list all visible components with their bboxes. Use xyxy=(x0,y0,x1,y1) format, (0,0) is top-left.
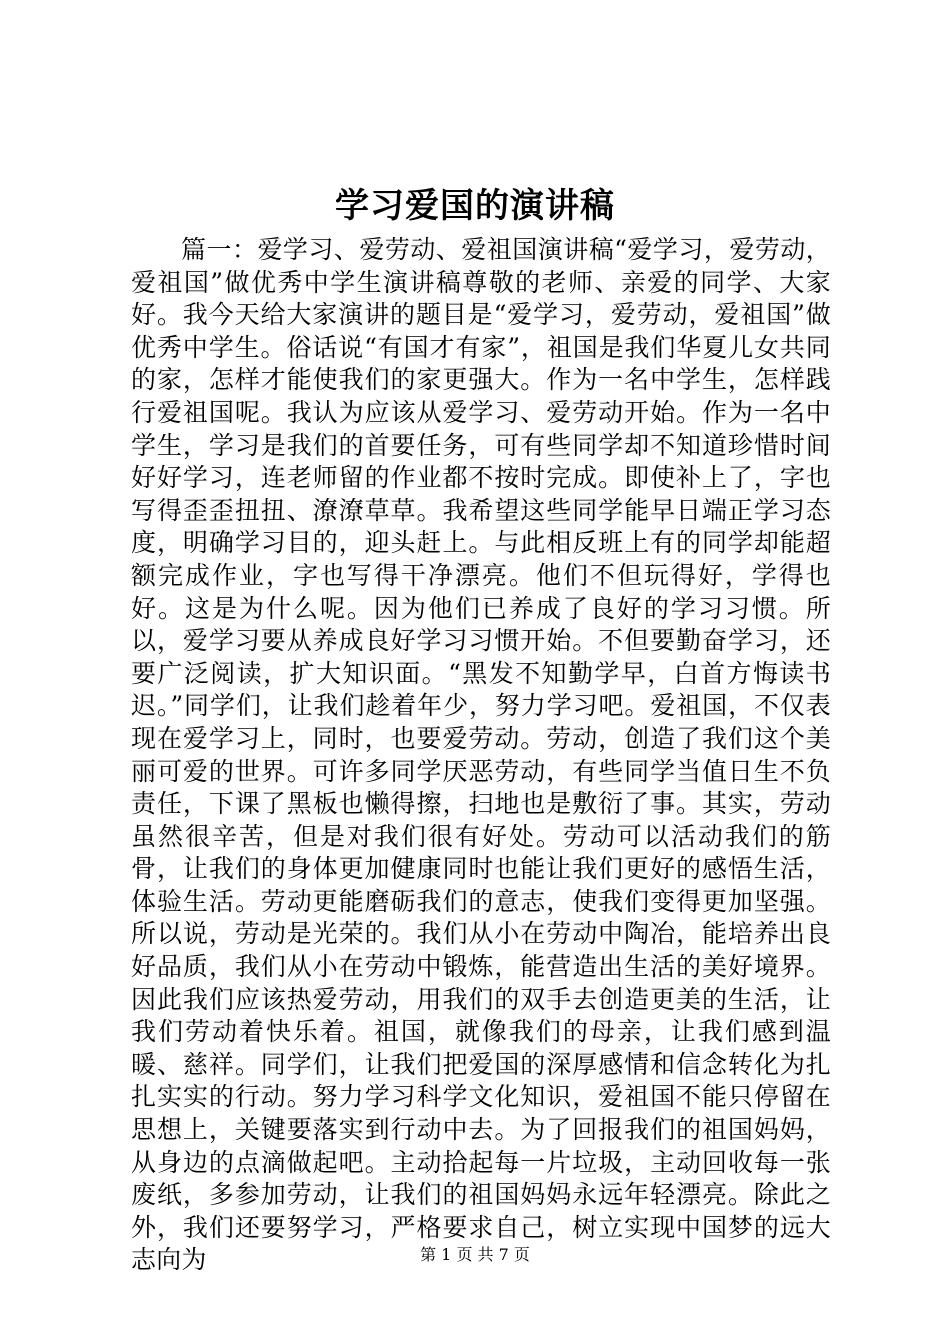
page-number-footer: 第 1 页 共 7 页 xyxy=(420,1245,530,1264)
document-body-paragraph: 篇一：爱学习、爱劳动、爱祖国演讲稿“爱学习，爱劳动，爱祖国”做优秀中学生演讲稿尊敬的老师、亲爱的同学、大家好。我今天给大家演讲的题目是“爱学习，爱劳动，爱祖国”做优秀中学生。俗话说“有国才有家”，祖国是我们华夏儿女共同的家，怎样才能使我们的家更强大。作为一名中学生，怎样践行爱祖国呢。我认为应该从爱学习、爱劳动开始。作为一名中学生，学习是我们的首要任务，可有些同学却不知道珍惜时间好好学习，连老师留的作业都不按时完成。即使补上了，字也写得歪歪扭扭、潦潦草草。我希望这些同学能早日端正学习态度，明确学习目的，迎头赶上。与此相反班上有的同学却能超额完成作业，字也写得干净漂亮。他们不但玩得好，学得也好。这是为什么呢。因为他们已养成了良好的学习习惯。所以，爱学习要从养成良好学习习惯开始。不但要勤奋学习，还要广泛阅读，扩大知识面。“黑发不知勤学早，白首方悔读书迟。”同学们，让我们趁着年少，努力学习吧。爱祖国，不仅表现在爱学习上，同时，也要爱劳动。劳动，创造了我们这个美丽可爱的世界。可许多同学厌恶劳动，有些同学当值日生不负责任，下课了黑板也懒得擦，扫地也是敷衍了事。其实，劳动虽然很辛苦，但是对我们很有好处。劳动可以活动我们的筋骨，让我们的身体更加健康同时也能让我们更好的感悟生活，体验生活。劳动更能磨砺我们的意志，使我们变得更加坚强。所以说，劳动是光荣的。我们从小在劳动中陶冶，能培养出良好品质，我们从小在劳动中锻炼，能营造出生活的美好境界。因此我们应该热爱劳动，用我们的双手去创造更美的生活，让我们劳动着快乐着。祖国，就像我们的母亲，让我们感到温暖、慈祥。同学们，让我们把爱国的深厚感情和信念转化为扎扎实实的行动。努力学习科学文化知识，爱祖国不能只停留在思想上，关键要落实到行动中去。为了回报我们的祖国妈妈，从身边的点滴做起吧。主动拾起每一片垃圾，主动回收每一张废纸，多参加劳动，让我们的祖国妈妈永远年轻漂亮。除此之外，我们还要努学习，严格要求自己，树立实现中国梦的远大志向为 xyxy=(131,235,831,1275)
document-title: 学习爱国的演讲稿 xyxy=(335,186,615,226)
